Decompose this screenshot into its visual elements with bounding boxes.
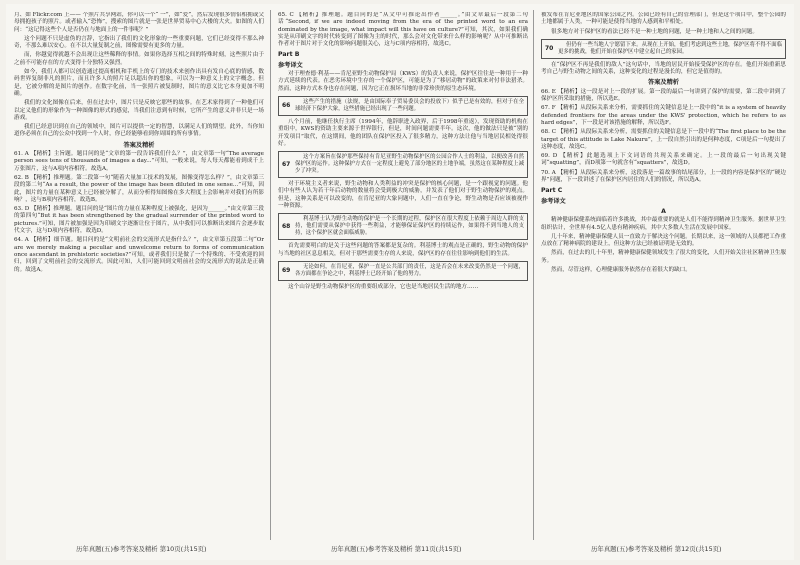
paragraph: 这个问题不只是虚伪的言辞，它指出了我们的文化形象的一些重要问题，它们已经变得不那么神奇，不那么难以安心。在不以大量复制之前，图像需要有更多的力量。: [14, 35, 264, 50]
answer-item: 63. D 【精析】推理题。题目问的是“图片的力量在某种程度上被强化，是因为______。”由文章第三段的第四句“But it has been strengthened by the gradual surrender of the printed word to pictures.”可知，图片被加强是因为印刷文字逐渐让位于图片，从中我们可以推断出来图片会逐步取代文字，这与D项内容相符，故选D。: [14, 206, 264, 235]
paragraph: 月、如 Flickr.com 上—— 个照片共享网站，你可以一个“ 一”，如“爱”，然后发现很多情侣相拥或父母拥抱孩子的照片。或者输入“恐怖”，搜索的图片就是一张是世界贸易中心大楼的大火。如图的人们问：“这记得这些个人是否仍在与地面上的一件事呢？”: [14, 12, 264, 33]
part-heading: Part C: [541, 187, 563, 195]
section-heading: 答案及精析: [123, 141, 155, 149]
answer-item: 66. E 【精析】这一段是对上一段的扩展。第一段的最后一句讲到了保护的需要，第二段中讲到了保护区所采取的措施，所以选E。: [541, 88, 786, 103]
answer-box-69: [278, 261, 528, 281]
page-10-column: [14, 12, 264, 534]
answer-box-67: [278, 151, 528, 178]
page-footer: 历年真题(五)参考答案及精析 第12页(共15页): [591, 545, 722, 553]
paragraph: 精神健康保健系统面临着许多挑战，其中最重要的就是人们不能得到精神卫生服务。据世界卫生组织估计，全世界有4.5亿人患有精神疾病，其中大多数人生活在发展中国家。: [541, 217, 786, 231]
paragraph: 被发布在肯尼亚地区的国家公园之内。公园已经有自己的管理部门，但是这个项目中，整个公园的土地都属于人类，一种可能是使得当地的人感到和平相处。: [541, 12, 786, 26]
box-number: 66: [282, 101, 291, 109]
section-heading: 参考译文: [541, 197, 566, 205]
paragraph: 然而，在过去的几十年里，精神健康保健领域发生了很大的变化，人们开始关注社区精神卫生服务。: [541, 250, 786, 264]
answer-item: 70. A 【精析】从段际关系来分析，这段落是一篇故事的结尾部分，上一段的内容是保护区的“硬边界”问题，下一段讲述了在保护区内居住的人们的情况，所以选A。: [541, 169, 786, 184]
answer-box-66: [278, 96, 528, 116]
paragraph: 对于理查德·利基——肯尼亚野生动物保护局（KWS）的负责人来说，保护区往往是一种用于一种方式延续的代表。在恶劣环境中生存的一个保护区，可能是为了“移居动物”的政策来对付非法猎杀。然而，这种方式本身也存在问题，因为它正在损坏当地的非常珍贵的原生态环境。: [278, 71, 528, 92]
box-number: 70: [545, 44, 554, 52]
answer-box-68: [278, 213, 528, 240]
answer-item: 65. C 【精析】推理题。题目问的是“从文中可推论出作者______。”由文章最后一段第二句话“Second, if we are indeed moving from the era of the printed word to an era dominated by the image, what impact will this have on culture?”可知，其次，如果我们确实是从印刷文字的时代转变到了图像为主的时代，那么会对文化带来什么样的影响呢？从中可推断出作者对于图片对于文化的影响问题很关心，这与C项内容相符，故选C。: [278, 12, 528, 48]
box-text: 这个方案旨在保护那些保持有肯尼亚野生动物保护区的公园合作人士的利益，以便改善自然保护区的运作。这种保护方式在一定程度上避免了部分地区的土地争端，虽然这在某种程度上减少了冲突。: [295, 154, 524, 175]
paragraph: 在“保护区不再是我们的敌人”这句话中，当地的居民开始接受保护区的存在。他们开始重新思考自己与野生动物之间的关系，这种变化的过程是漫长的，但它是值得的。: [541, 61, 786, 76]
answer-box-70: [541, 39, 786, 59]
column-divider: [270, 10, 271, 540]
column-divider: [533, 10, 534, 540]
paragraph: 八个月前，他继任执行主席（1994年，他辞职进入政界，后于1998年重返），发现资助的机构在重组中，KWS的资助主要来源于世界银行，但是，时间问题需要半年。这次，他的做法只是被“别的开发项目”取代，在这期间，他的团队在保护区投入了很多精力，这种方法让他与当地居民相处得很好。: [278, 118, 528, 147]
answer-item: 64. A 【精析】细节题。题目问的是“文明前社会的交流形式是指什么？”，由文章第五段第二句“Or are we merely making a peculiar and unwelcome return to forms of communication once ascendant in prehistoric societies?”可知，或者我们只是做了一个特殊的、不受欢迎的回归，回到了文明前社会的交流形式。因此可知，人们可能回到文明前社会的交流形式的说法是正确的。故选A。: [14, 237, 264, 273]
document-sheet: [6, 4, 794, 560]
section-heading: 答案及精析: [648, 79, 679, 87]
box-number: 67: [282, 160, 291, 168]
page-footer: 历年真题(五)参考答案及精析 第11页(共15页): [331, 545, 462, 553]
paragraph: 而，你越觉得就越不会出现让这些稀释的事情。如果你选择互相之间的特殊时刻，这些照片由于之前不可能存在的方式变得十分独特又强烈。: [14, 52, 264, 66]
paragraph: 然而，尽管这样，心理健康服务依然存在着很大的缺口。: [551, 267, 691, 274]
paragraph: 这个山谷是野生动物保护区的重要组成部分，它也是当地居民生活的地方……: [288, 283, 479, 290]
passage-letter: A: [661, 207, 666, 215]
box-text: 但仍有一些当地人宁愿留下来。从现在上开始，他们考虑到这些土地，保护区将不得不面临更多的挑战，他们开始在保护区中建立起自己的家园。: [558, 41, 782, 55]
answer-item: 67. F 【精析】从段际关系来分析，需要抓住的关键信息是上一段中的“it is a system of heavily defended frontiers for the areas under the KWS' protection, which he refers to as hard edges”，下一段是对该措施的解释，所以选F。: [541, 105, 786, 126]
answer-item: 62. B 【精析】推理题。第二段第一句“随着大量加工技术的发展，图像变得怎么样？”，由文章第三段的第二句“As a result, the power of the image has been diluted in one sense...”可知，因此，图片的力量在某种意义上已经被分解了，从而分析得知图像在多大程度上会影响并对我们有所影响？，这与B项内容相符，故选B。: [14, 174, 264, 203]
paragraph: 如今，我们人都可以创造通过提高相机和手机上的专门的技术来创作出具有发自心底的情感，数码世界复制非凡的照片，而且许多人的照片足以超出你的想象，可以为一种意义上的文字概念。但是，它被分解的是图片的创作。在数字化前，当一张照片被复制时，图片的意义比它本身更加不明确。: [14, 69, 264, 97]
paragraph: 首先需要明白的是关于这些问题的答案都是复杂的。利基博士的观点是正确的，野生动物的保护与当地的社区息息相关，但对于那些需要生存的人来说，保护区的存在往往影响到他们的生活。: [278, 243, 528, 257]
box-text: 利基博士认为野生动物的保护是一个长期的过程，保护区在很大程度上依赖于周边人群的支持，他们需要从保护中获得一些利益，才能够保证保护区的持续运作，如果得不到当地人的支持，这个保护区就会面临威胁。: [295, 216, 524, 237]
section-heading: 参考译文: [278, 61, 303, 69]
page-footer: 历年真题(五)参考答案及精析 第10页(共15页): [76, 545, 207, 553]
paragraph: 很多地方对于保护区的看法已经不是一种土地的问题，是一种土地和人之间的问题。: [551, 28, 758, 35]
page-11-column: [278, 12, 528, 534]
paragraph: 对于环境主义者来说，野生动物和人类利益的冲突是保护的核心问题，是一个跟视觉的问题。他们中有些人认为若干年后动物的数量将会受到极大的威胁，并发表了他们对于野生动物保护的观点。但是，这种关系是可以改变的，在肯尼亚的大象问题中，人们一直在争论，野生动物是否应该被视作一种资源。: [278, 181, 528, 210]
part-heading: Part B: [278, 51, 300, 59]
box-number: 69: [282, 266, 291, 274]
box-text: 这些产生的措施（法规，是由国际奉子贸易委员会的投放下）似乎已是有效的，但对于在全球经济下保护大象，这些措施已经出现了一些问题。: [295, 98, 524, 112]
paragraph: 我们已经意识到在自己的领域中，图片可以提供一定的智慧，以满足人们的期望。此外，当你知道你必须在自己的公众中找到一个人时，你已经能够看到你周围的所有事情。: [14, 124, 264, 138]
box-text: 无论如何，在肯尼亚，保护一直是公共部门的责任，这是否会在未来改变仍然是一个问题，各方面都在争论之中，利基博士已经开始了他的努力。: [295, 263, 524, 277]
answer-item: 68. C 【精析】从段际关系来分析，需要抓住的关键信息是下一段中的“The first place to be the target of this attitude is Lake Nakuru”，上一段自然引出的是何种态度，C项是后一句提出了这种态度，故选C。: [541, 129, 786, 150]
page-12-column: [541, 12, 786, 534]
answer-item: 69. D 【精析】此题选项上下文词语的共现关系来确定。上一段的最后一句出现关键词“squatting”，而D项第一句就含有“squatters”，故选D。: [541, 153, 786, 167]
box-number: 68: [282, 222, 291, 230]
paragraph: 我们的文化图像在后来，但在过去中，图片只是反映它那些的故事。在艺术家得到了一种他们可以定义他们的形象作为一种图像的形式的感觉，当我们注意到有时候，它所产生的意义并非只是一场游戏。: [14, 100, 264, 121]
paragraph: 几十年来，精神健康保健人员一直致力于解决这个问题。长期以来，这一领域的人员都把工作重点放在了精神病院的建设上，但这种方法已经被证明是无效的。: [541, 233, 786, 248]
answer-item: 61. A 【精析】主旨题。题目问的是“文章的第一段告诉我们什么？”，由文章第一句“The average person sees tens of thousands of images a day...”可知，一般来说，每人每天都能看到成千上万张图片，这与A项内容相符。故选A。: [14, 151, 264, 172]
